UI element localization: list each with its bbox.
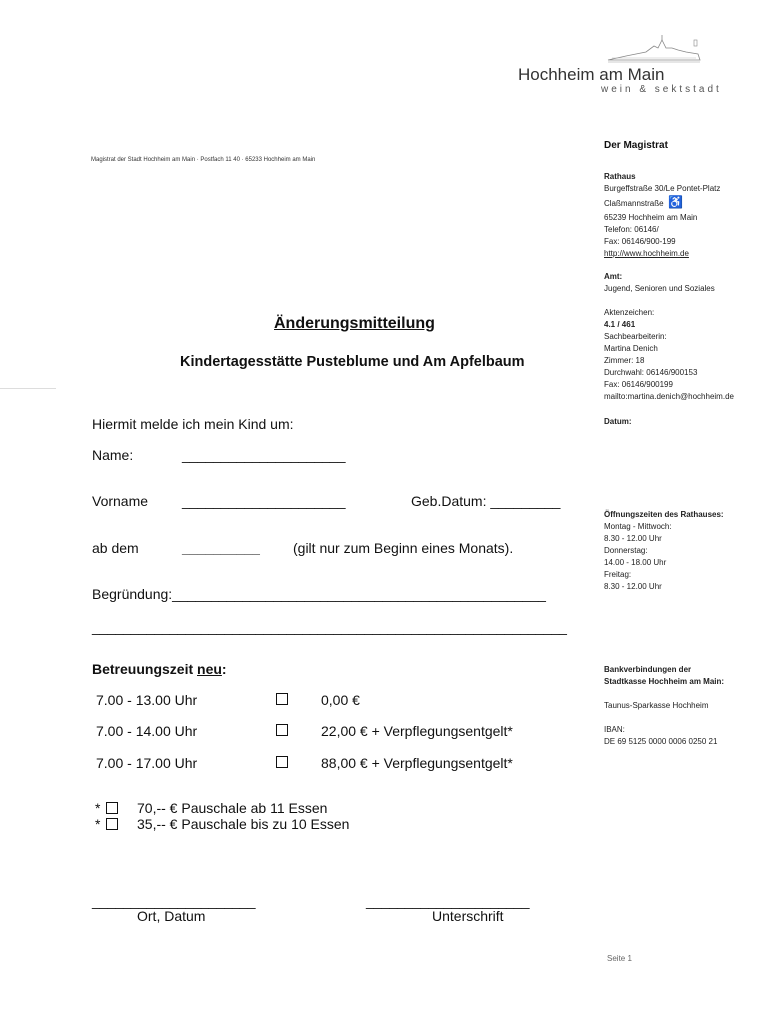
sachbearbeiterin-name: Martina Denich (604, 344, 658, 353)
geb-datum-field[interactable]: Geb.Datum: _________ (411, 493, 561, 509)
option-time: 7.00 - 13.00 Uhr (96, 692, 198, 708)
bank-title: Bankverbindungen der (604, 665, 692, 674)
ort-datum-line[interactable]: _____________________ (92, 893, 256, 909)
option-checkbox[interactable] (276, 693, 288, 705)
form-title: Änderungsmitteilung (274, 315, 435, 332)
iban-value: DE 69 5125 0000 0006 0250 21 (604, 737, 718, 746)
hours-title: Öffnungszeiten des Rathauses: (604, 510, 724, 519)
rathaus-label: Rathaus (604, 172, 636, 181)
form-subtitle: Kindertagesstätte Pusteblume und Am Apfelbaum (180, 354, 525, 370)
betreuungszeit-heading: Betreuungszeit neu: (92, 661, 227, 677)
hours-line: Montag - Mittwoch: (604, 522, 672, 531)
wheelchair-icon: ♿ (668, 195, 683, 209)
sender-line: Magistrat der Stadt Hochheim am Main · Postfach 11 40 · 65233 Hochheim am Main (91, 157, 316, 163)
option-checkbox[interactable] (276, 756, 288, 768)
begruendung-field-line2[interactable]: _____________________________________________________________ (92, 619, 567, 635)
logo-subtitle: wein & sektstadt (601, 84, 722, 95)
aktenzeichen-value: 4.1 / 461 (604, 320, 636, 329)
ab-dem-label: ab dem (92, 540, 139, 556)
email-link[interactable]: mailto:martina.denich@hochheim.de (604, 392, 734, 401)
address-line-1: Burgeffstraße 30/Le Pontet-Platz (604, 184, 721, 193)
sachbearbeiterin-label: Sachbearbeiterin: (604, 332, 667, 341)
ab-dem-field[interactable]: __________ (182, 540, 260, 556)
option-time: 7.00 - 14.00 Uhr (96, 723, 198, 739)
city: 65239 Hochheim am Main (604, 213, 698, 222)
pauschale-10-label: 35,-- € Pauschale bis zu 10 Essen (137, 816, 350, 832)
pauschale-11-label: 70,-- € Pauschale ab 11 Essen (137, 800, 328, 816)
iban-label: IBAN: (604, 725, 625, 734)
ab-dem-note: (gilt nur zum Beginn eines Monats). (293, 540, 514, 556)
datum-label: Datum: (604, 417, 632, 426)
option-price: 0,00 € (321, 692, 360, 708)
pauschale-11-checkbox[interactable] (106, 802, 118, 814)
signature-line[interactable]: _____________________ (366, 893, 530, 909)
hours-line: 8.30 - 12.00 Uhr (604, 534, 662, 543)
option-price: 22,00 € + Verpflegungsentgelt* (321, 723, 513, 739)
option-time: 7.00 - 17.00 Uhr (96, 755, 198, 771)
fax-direct: Fax: 06146/900199 (604, 380, 673, 389)
bank-title: Stadtkasse Hochheim am Main: (604, 677, 725, 686)
phone: Telefon: 06146/ (604, 225, 659, 234)
intro-text: Hiermit melde ich mein Kind um: (92, 416, 294, 432)
aktenzeichen-label: Aktenzeichen: (604, 308, 655, 317)
website-link[interactable]: http://www.hochheim.de (604, 249, 689, 258)
page-number: Seite 1 (607, 954, 632, 963)
magistrat-heading: Der Magistrat (604, 140, 668, 151)
hours-line: Freitag: (604, 570, 632, 579)
bank-name: Taunus-Sparkasse Hochheim (604, 701, 709, 710)
amt-value: Jugend, Senioren und Soziales (604, 284, 715, 293)
asterisk: * (95, 816, 101, 832)
option-checkbox[interactable] (276, 724, 288, 736)
vorname-label: Vorname (92, 493, 149, 509)
amt-label: Amt: (604, 272, 623, 281)
vorname-field[interactable]: _____________________ (182, 493, 346, 509)
option-price: 88,00 € + Verpflegungsentgelt* (321, 755, 513, 771)
hours-line: 14.00 - 18.00 Uhr (604, 558, 667, 567)
hours-line: Donnerstag: (604, 546, 648, 555)
zimmer: Zimmer: 18 (604, 356, 645, 365)
logo-title: Hochheim am Main (518, 65, 665, 84)
pauschale-10-checkbox[interactable] (106, 818, 118, 830)
fold-mark (0, 388, 56, 389)
skyline-logo-icon (606, 34, 702, 64)
unterschrift-label: Unterschrift (432, 908, 504, 924)
name-field[interactable]: _____________________ (182, 447, 346, 463)
ort-datum-label: Ort, Datum (137, 908, 206, 924)
begruendung-field[interactable]: Begründung:________________________________________________ (92, 586, 546, 602)
asterisk: * (95, 800, 101, 816)
durchwahl: Durchwahl: 06146/900153 (604, 368, 698, 377)
hours-line: 8.30 - 12.00 Uhr (604, 582, 662, 591)
name-label: Name: (92, 447, 134, 463)
fax: Fax: 06146/900-199 (604, 237, 676, 246)
address-line-2: Claßmannstraße (604, 199, 664, 208)
